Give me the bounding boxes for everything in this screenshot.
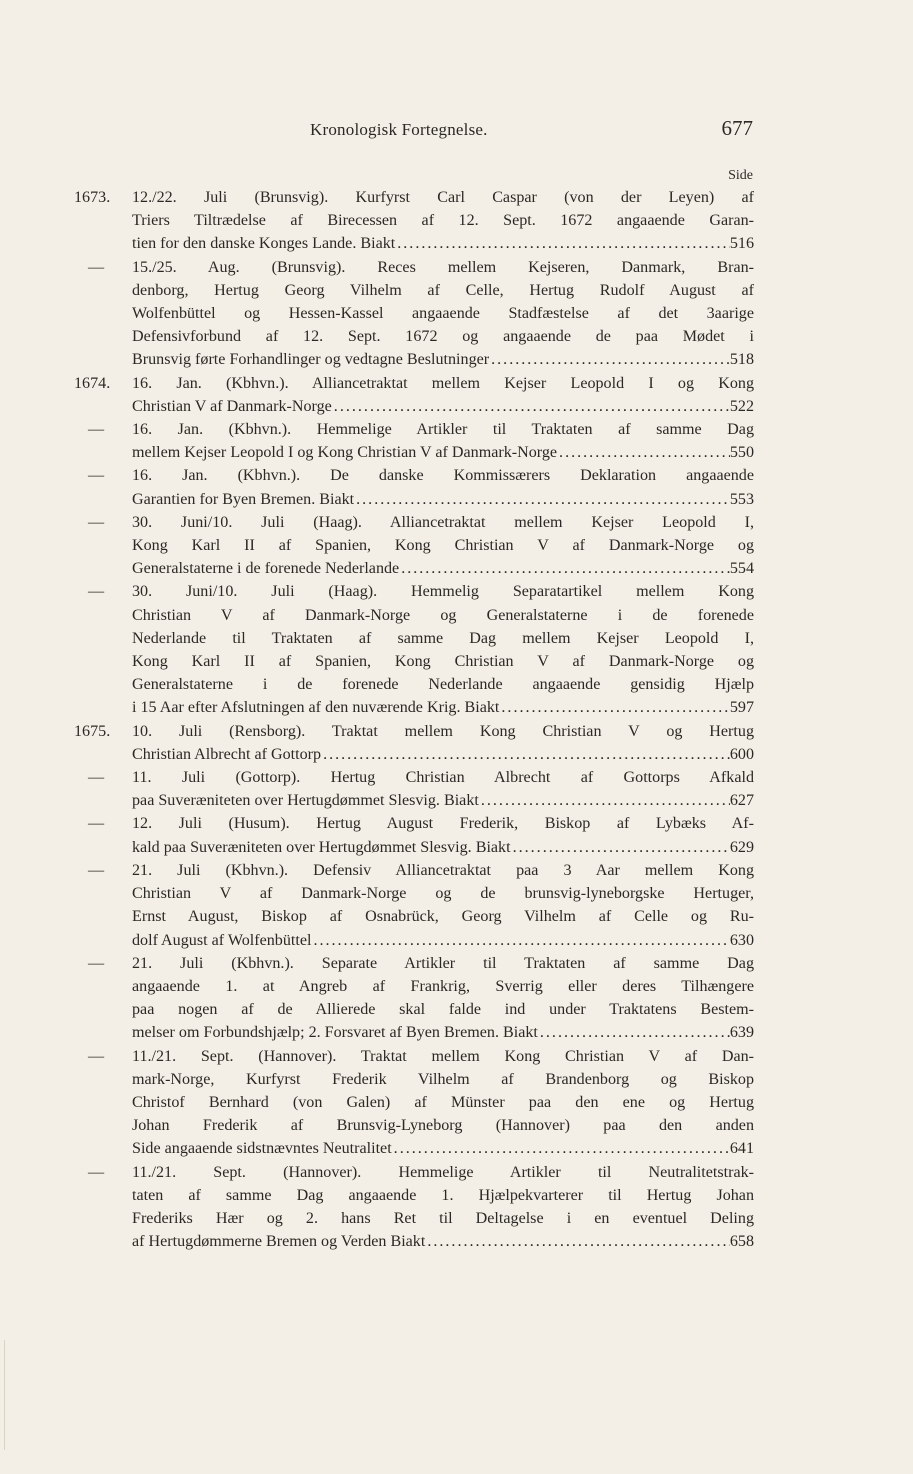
page-reference: 597: [729, 699, 754, 717]
list-item: [74, 812, 754, 858]
page-reference: 658: [729, 1233, 754, 1251]
entry-line: Frederiks Hær og 2. hans Ret til Deltagelse i en eventuel Deling: [132, 1209, 754, 1227]
entry-line: paa nogen af de Allierede skal falde ind under Traktatens Bestem-: [132, 1001, 754, 1019]
list-item: [74, 580, 754, 719]
ditto-dash: —: [88, 861, 105, 879]
entry-line: 11./21. Sept. (Hannover). Hemmelige Artikler til Neutralitetstrak-: [132, 1163, 754, 1181]
entry-text: Generalstaterne i de forenede Nederlande: [132, 560, 400, 578]
entry-text: Garantien for Byen Bremen. Biakt: [132, 490, 355, 508]
page-reference: 629: [729, 838, 754, 856]
dot-leader: [399, 557, 730, 580]
entry-line: Nederlande til Traktaten af samme Dag mellem Kejser Leopold I,: [132, 629, 754, 647]
page-reference: 639: [729, 1024, 754, 1042]
entry-text: kald paa Suveræniteten over Hertugdømmet Slesvig. Biakt: [132, 838, 511, 856]
entry-line: [132, 488, 754, 511]
entry-line: [132, 1230, 754, 1253]
page-reference: 641: [729, 1140, 754, 1158]
entry-line: [132, 1137, 754, 1160]
entry-text: af Hertugdømmerne Bremen og Verden Biakt: [132, 1233, 426, 1251]
entry-line: taten af samme Dag angaaende 1. Hjælpekvarterer til Hertug Johan: [132, 1186, 754, 1204]
dot-leader: [499, 696, 729, 719]
entry-text: Christian Albrecht af Gottorp: [132, 745, 322, 763]
entry-line: 12./22. Juli (Brunsvig). Kurfyrst Carl Caspar (von der Leyen) af: [132, 189, 754, 206]
page-reference: 600: [729, 745, 754, 763]
list-item: [74, 859, 754, 952]
ditto-dash: —: [88, 954, 105, 972]
entry-line: 10. Juli (Rensborg). Traktat mellem Kong Christian V og Hertug: [132, 722, 754, 740]
entry-line: Generalstaterne i de forenede Nederlande angaaende gensidig Hjælp: [132, 676, 754, 694]
entry-line: 15./25. Aug. (Brunsvig). Reces mellem Kejseren, Danmark, Bran-: [132, 258, 754, 276]
year-marker: 1674.: [74, 374, 111, 392]
entry-line: mark-Norge, Kurfyrst Frederik Vilhelm af Brandenborg og Biskop: [132, 1070, 754, 1088]
entry-text: i 15 Aar efter Afslutningen af den nuværende Krig. Biakt: [132, 699, 500, 717]
entry-line: Wolfenbüttel og Hessen-Kassel angaaende Stadfæstelse af det 3aarige: [132, 305, 754, 323]
entry-line: [132, 232, 754, 255]
dot-leader: [392, 1137, 730, 1160]
list-item: [74, 372, 754, 418]
entry-line: 16. Jan. (Kbhvn.). Hemmelige Artikler til Traktaten af samme Dag: [132, 421, 754, 439]
page-reference: 627: [729, 792, 754, 810]
entry-line: 30. Juni/10. Juli (Haag). Hemmelig Separatartikel mellem Kong: [132, 583, 754, 601]
entry-line: 16. Jan. (Kbhvn.). De danske Kommissærers Deklaration angaaende: [132, 467, 754, 485]
year-marker: 1675.: [74, 722, 111, 740]
page-edge-mark: [0, 1340, 5, 1450]
entry-line: [132, 557, 754, 580]
chronological-list: [74, 186, 754, 1253]
page-reference: 553: [729, 490, 754, 508]
entry-line: 16. Jan. (Kbhvn.). Alliancetraktat mellem Kejser Leopold I og Kong: [132, 374, 754, 392]
list-item: [74, 186, 754, 256]
list-item: [74, 511, 754, 581]
entry-text: melser om Forbundshjælp; 2. Forsvaret af Byen Bremen. Biakt: [132, 1024, 538, 1042]
dot-leader: [511, 836, 730, 859]
list-item: [74, 1045, 754, 1161]
entry-line: 21. Juli (Kbhvn.). Separate Artikler til Traktaten af samme Dag: [132, 954, 754, 972]
list-item: [74, 464, 754, 510]
ditto-dash: —: [88, 467, 105, 485]
dot-leader: [425, 1230, 730, 1253]
ditto-dash: —: [88, 1163, 105, 1181]
entry-line: denborg, Hertug Georg Vilhelm af Celle, Hertug Rudolf August af: [132, 281, 754, 299]
entry-text: dolf August af Wolfenbüttel: [132, 931, 312, 949]
list-item: [74, 1161, 754, 1254]
entry-line: [132, 696, 754, 719]
entry-line: Johan Frederik af Brunsvig-Lyneborg (Hannover) paa den anden: [132, 1117, 754, 1135]
entry-line: [132, 836, 754, 859]
ditto-dash: —: [88, 769, 105, 787]
dot-leader: [489, 348, 730, 371]
entry-line: angaaende 1. at Angreb af Frankrig, Sverrig eller deres Tilhængere: [132, 977, 754, 995]
list-item: [74, 952, 754, 1045]
page-reference: 516: [729, 235, 754, 253]
entry-line: [132, 743, 754, 766]
ditto-dash: —: [88, 815, 105, 833]
ditto-dash: —: [88, 258, 105, 276]
entry-line: [132, 789, 754, 812]
entry-line: 11. Juli (Gottorp). Hertug Christian Albrecht af Gottorps Afkald: [132, 769, 754, 787]
entry-line: Kong Karl II af Spanien, Kong Christian V af Danmark-Norge og: [132, 537, 754, 555]
entry-line: 30. Juni/10. Juli (Haag). Alliancetraktat mellem Kejser Leopold I,: [132, 513, 754, 531]
entry-line: 11./21. Sept. (Hannover). Traktat mellem Kong Christian V af Dan-: [132, 1047, 754, 1065]
ditto-dash: —: [88, 583, 105, 601]
dot-leader: [354, 488, 730, 511]
page-reference: 518: [729, 351, 754, 369]
entry-line: Kong Karl II af Spanien, Kong Christian V af Danmark-Norge og: [132, 653, 754, 671]
dot-leader: [538, 1021, 730, 1044]
running-head: Kronologisk Fortegnelse.: [310, 120, 488, 139]
entry-line: [132, 348, 754, 371]
entry-text: Christian V af Danmark-Norge: [132, 397, 332, 415]
list-item: [74, 766, 754, 812]
entry-line: Christian V af Danmark-Norge og Generalstaterne i de forenede: [132, 606, 754, 624]
entry-text: Side angaaende sidstnævntes Neutralitet: [132, 1140, 392, 1158]
dot-leader: [332, 395, 730, 418]
entry-line: [132, 441, 754, 464]
entry-line: Christof Bernhard (von Galen) af Münster paa den ene og Hertug: [132, 1093, 754, 1111]
dot-leader: [321, 743, 730, 766]
page-reference: 630: [729, 931, 754, 949]
year-marker: 1673.: [74, 189, 111, 206]
page-reference: 554: [729, 560, 754, 578]
page-number: 677: [721, 116, 753, 140]
list-item: [74, 418, 754, 464]
entry-text: Brunsvig førte Forhandlinger og vedtagne Beslutninger: [132, 351, 490, 369]
list-item: [74, 720, 754, 766]
entry-text: paa Suveræniteten over Hertugdømmet Slesvig. Biakt: [132, 792, 479, 810]
dot-leader: [479, 789, 730, 812]
dot-leader: [557, 441, 730, 464]
entry-text: tien for den danske Konges Lande. Biakt: [132, 235, 396, 253]
page-reference: 522: [729, 397, 754, 415]
entry-line: 12. Juli (Husum). Hertug August Frederik, Biskop af Lybæks Af-: [132, 815, 754, 833]
page-reference: 550: [729, 444, 754, 462]
dot-leader: [311, 929, 729, 952]
ditto-dash: —: [88, 421, 105, 439]
entry-line: 21. Juli (Kbhvn.). Defensiv Alliancetraktat paa 3 Aar mellem Kong: [132, 861, 754, 879]
entry-line: Triers Tiltrædelse af Birecessen af 12. Sept. 1672 angaaende Garan-: [132, 212, 754, 230]
ditto-dash: —: [88, 1047, 105, 1065]
side-column-label: Side: [728, 168, 753, 183]
entry-line: Defensivforbund af 12. Sept. 1672 og angaaende de paa Mødet i: [132, 328, 754, 346]
entry-line: [132, 395, 754, 418]
ditto-dash: —: [88, 513, 105, 531]
entry-line: Christian V af Danmark-Norge og de brunsvig-lyneborgske Hertuger,: [132, 885, 754, 903]
list-item: [74, 256, 754, 372]
entry-line: [132, 929, 754, 952]
entry-line: Ernst August, Biskop af Osnabrück, Georg Vilhelm af Celle og Ru-: [132, 908, 754, 926]
dot-leader: [395, 232, 730, 255]
entry-text: mellem Kejser Leopold I og Kong Christian V af Danmark-Norge: [132, 444, 558, 462]
entry-line: [132, 1021, 754, 1044]
